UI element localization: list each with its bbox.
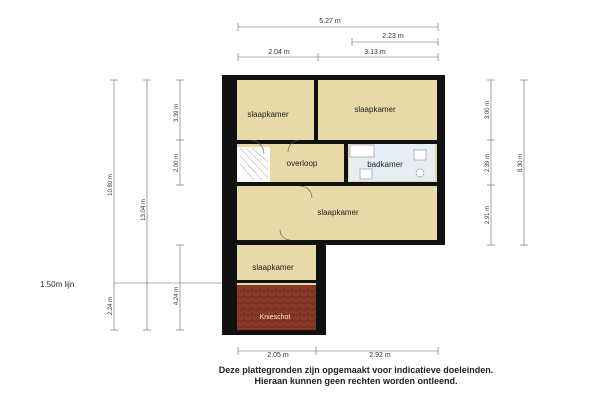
room-slaapkamer-top-left: slaapkamer <box>247 110 289 119</box>
room-badkamer: badkamer <box>367 160 403 169</box>
dim-right-mid: 2.39 m <box>485 153 491 173</box>
dim-right-upper: 3.00 m <box>485 100 491 120</box>
room-slaapkamer-top-right: slaapkamer <box>354 105 396 114</box>
room-knieschot: Knieschot <box>259 314 291 321</box>
room-overloop: overloop <box>286 159 318 168</box>
dim-left-bottom: 2.24 m <box>108 296 114 316</box>
dim-left-mid: 2.00 m <box>174 153 180 173</box>
dim-bottom-left: 2.05 m <box>267 352 289 359</box>
dim-bottom-right: 2.92 m <box>369 352 391 359</box>
dim-right-lower: 2.91 m <box>485 205 491 225</box>
disclaimer-line-2: Hieraan kunnen geen rechten worden ontleend. <box>254 376 458 386</box>
left-dimensions <box>110 80 222 330</box>
dim-top-total: 5.27 m <box>319 18 341 25</box>
knieschot-hatch <box>237 285 316 330</box>
dim-left-lower: 4.24 m <box>174 286 180 306</box>
dim-left-outer: 10.80 m <box>108 174 114 196</box>
dim-top-left: 2.04 m <box>268 49 290 56</box>
room-slaapkamer-bottom: slaapkamer <box>252 263 294 272</box>
disclaimer-line-1: Deze plattegronden zijn opgemaakt voor indicatieve doeleinden. <box>218 365 494 375</box>
dim-right-total: 8.30 m <box>518 153 524 173</box>
dim-top-right-sub: 2.23 m <box>382 33 404 40</box>
dim-top-right: 3.13 m <box>364 49 386 56</box>
room-slaapkamer-middle: slaapkamer <box>317 208 359 217</box>
dim-left-upper: 3.39 m <box>174 103 180 123</box>
dim-left-inner: 13.04 m <box>141 199 147 221</box>
line-label-150m: 1.50m lijn <box>40 280 75 289</box>
